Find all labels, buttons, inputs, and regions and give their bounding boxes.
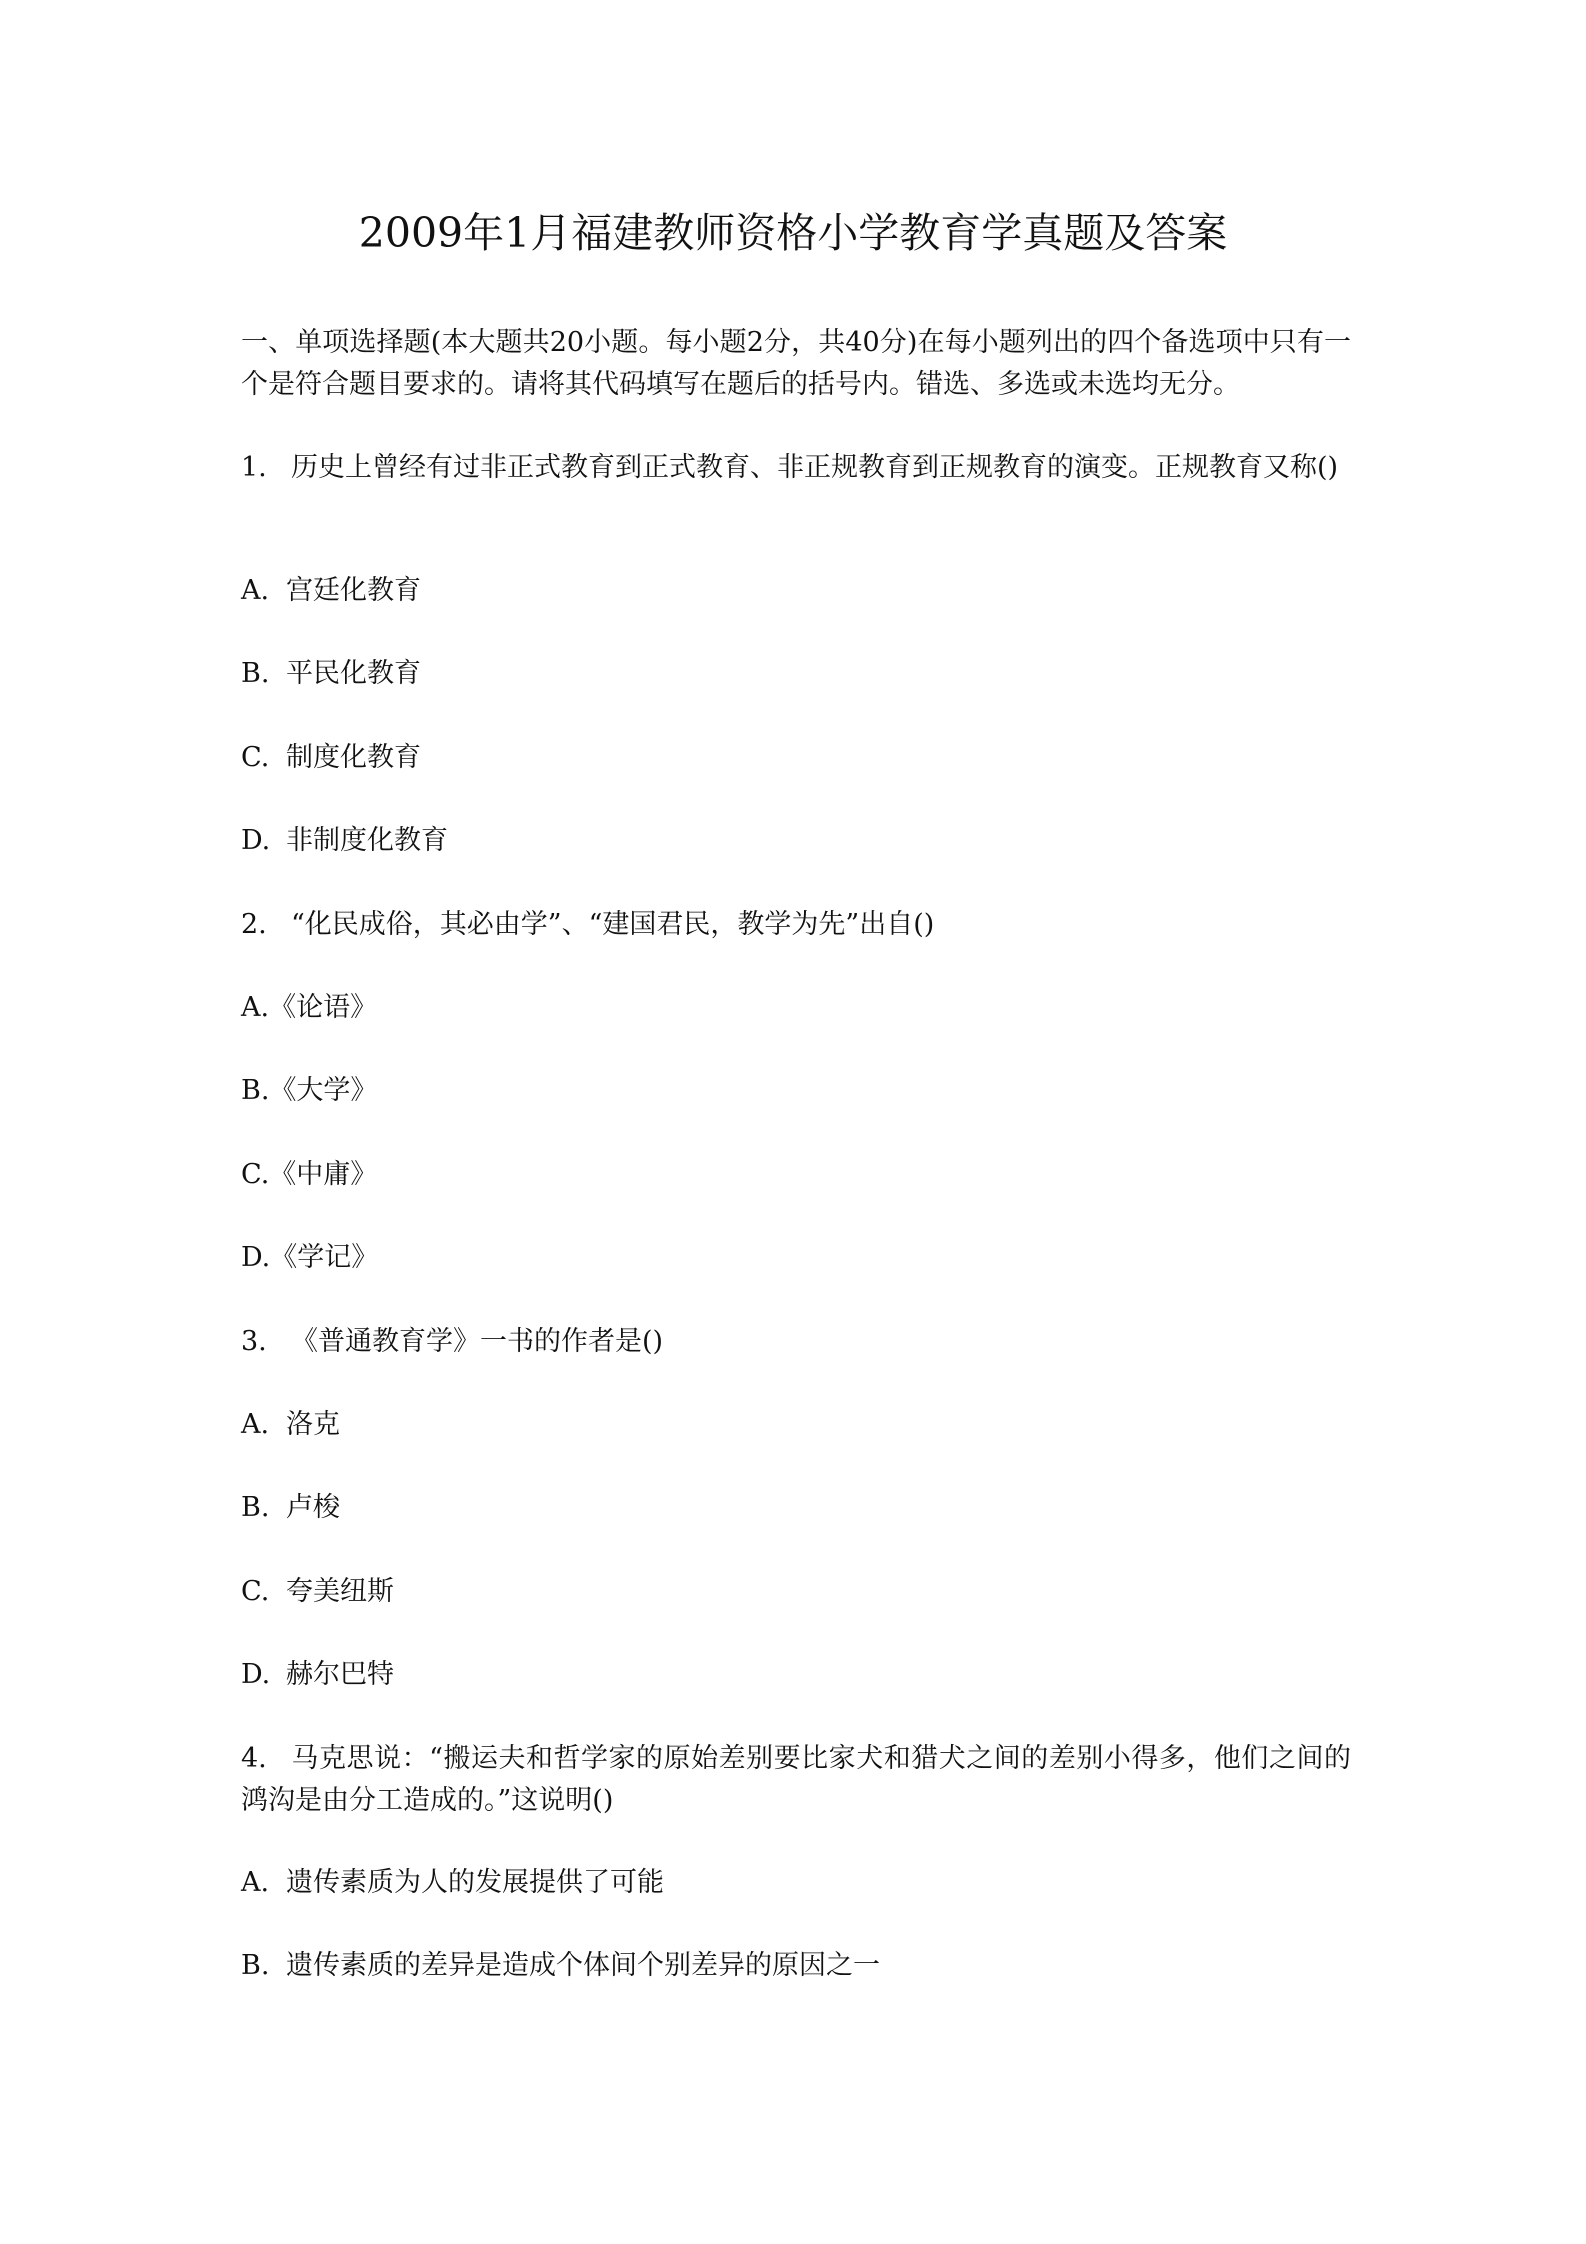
option-text: 遗传素质的差异是造成个体间个别差异的原因之一 [286,1950,880,1981]
option-letter: A. [241,575,270,606]
question-text: 《普通教育学》一书的作者是() [291,1326,664,1357]
question-3-option-a [241,1405,340,1445]
question-1-option-b [241,654,421,694]
option-letter: C. [241,1159,270,1190]
question-1 [241,447,1351,489]
option-letter: D. [241,825,271,856]
question-number: 3. [241,1326,267,1357]
section-heading: 一、单项选择题(本大题共20小题。每小题2分，共40分)在每小题列出的四个备选项中只有一个是符合题目要求的。请将其代码填写在题后的括号内。错选、多选或未选均无分。 [241,327,1351,400]
question-3-option-b [241,1488,340,1528]
option-text: 《中庸》 [269,1159,378,1190]
question-number: 2. [241,909,267,940]
option-text: 平民化教育 [286,658,421,689]
option-letter: D. [241,1242,271,1273]
question-4 [241,1738,1351,1822]
question-3-option-d [241,1655,394,1695]
option-letter: B. [241,1492,270,1523]
question-text: 马克思说：“搬运夫和哲学家的原始差别要比家犬和猎犬之间的差别小得多，他们之间的鸿沟是由分工造成的。”这说明() [241,1743,1351,1816]
option-letter: A. [241,992,270,1023]
option-text: 赫尔巴特 [286,1659,394,1690]
question-1-option-d [241,821,448,861]
option-letter: D. [241,1659,271,1690]
option-text: 洛克 [286,1409,340,1440]
option-letter: B. [241,658,270,689]
question-number: 4. [241,1743,267,1774]
question-2-option-d [241,1238,378,1278]
option-letter: C. [241,1576,270,1607]
question-text: 历史上曾经有过非正式教育到正式教育、非正规教育到正规教育的演变。正规教育又称() [291,452,1339,483]
question-3 [241,1322,663,1362]
option-text: 制度化教育 [286,742,421,773]
option-letter: B. [241,1950,270,1981]
question-2-option-a [241,988,377,1028]
option-text: 非制度化教育 [286,825,448,856]
option-letter: C. [241,742,270,773]
option-letter: A. [241,1409,270,1440]
option-letter: A. [241,1867,270,1898]
question-3-option-c [241,1572,394,1612]
question-2-option-b [241,1071,377,1111]
question-4-option-a [241,1863,664,1903]
question-1-option-c [241,738,421,778]
question-1-option-a [241,571,421,611]
question-number: 1. [241,452,267,483]
question-text: “化民成俗，其必由学”、“建国君民，教学为先”出自() [291,909,935,940]
option-text: 夸美纽斯 [286,1576,394,1607]
option-text: 《论语》 [269,992,378,1023]
document-title: 2009年1月福建教师资格小学教育学真题及答案 [358,209,1228,257]
option-text: 宫廷化教育 [286,575,421,606]
option-text: 遗传素质为人的发展提供了可能 [286,1867,664,1898]
option-text: 《学记》 [270,1242,379,1273]
question-2 [241,905,934,945]
question-2-option-c [241,1155,377,1195]
option-text: 卢梭 [286,1492,340,1523]
option-text: 《大学》 [269,1075,378,1106]
option-letter: B. [241,1075,270,1106]
question-4-option-b [241,1946,880,1986]
